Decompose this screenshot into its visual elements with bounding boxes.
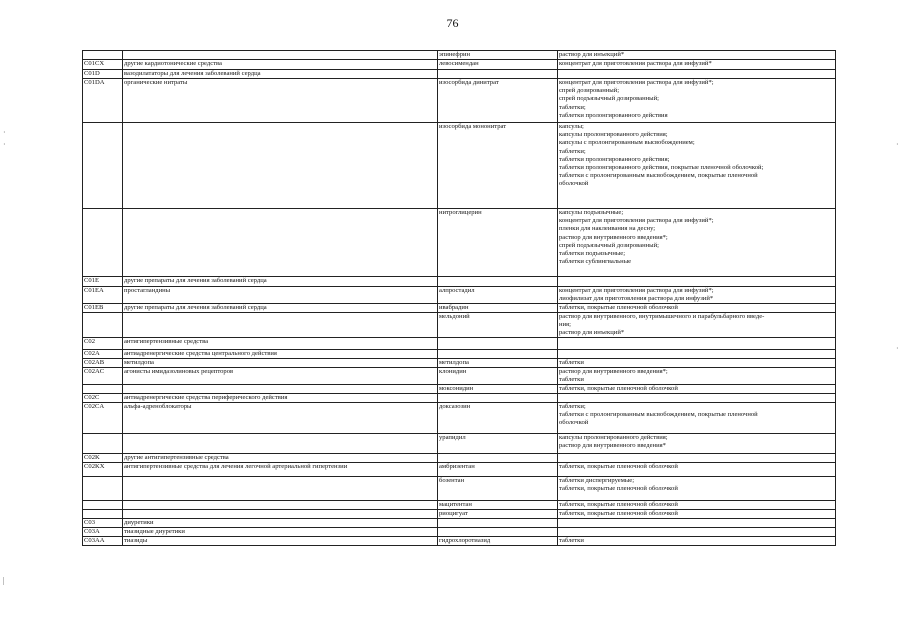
row-divider	[82, 122, 836, 123]
cell-group: агонисты имидазолиновых рецепторов	[124, 368, 234, 375]
cell-group: другие кардиотонические средства	[124, 60, 222, 67]
cell-form	[557, 394, 835, 402]
cell-code: C03AA	[84, 537, 105, 544]
row-divider	[82, 349, 836, 350]
cell-group: антиадренергические средства периферического действия	[124, 394, 288, 401]
cell-group: антиадренергические средства центрального действия	[124, 350, 277, 357]
cell-drug: гидрохлоротиазид	[439, 537, 491, 544]
cell-group: вазодилататоры для лечения заболеваний сердца	[124, 70, 261, 77]
cell-drug: риоцигуат	[439, 510, 468, 517]
cell-code: C03A	[84, 528, 100, 535]
cell-drug	[437, 519, 556, 527]
row-divider	[82, 337, 836, 338]
row-divider	[82, 358, 836, 359]
cell-code: C02CA	[84, 403, 105, 410]
cell-drug: метилдопа	[439, 359, 469, 366]
cell-drug: амбризентан	[439, 463, 475, 470]
row-divider	[82, 303, 836, 304]
cell-form	[557, 277, 835, 286]
cell-drug	[437, 70, 556, 78]
cell-code: C01CX	[84, 60, 105, 67]
cell-code	[82, 510, 121, 518]
cell-form: таблетки, покрытые пленочной оболочкой	[559, 501, 678, 508]
cell-form: капсулы; капсулы пролонгированного действия; капсулы с пролонгированным высвобождением; таблетки; таблетки пролонгированного действия; таблетки пролонгированного действия, покрытые пленочной оболочкой; таблетки с пролонгированным высвобождением, покрытые пленочной оболочкой	[559, 123, 764, 188]
cell-drug: доксазозин	[439, 403, 471, 410]
cell-code: C02KX	[84, 463, 105, 470]
cell-group: простагландины	[124, 287, 171, 294]
cell-form	[557, 519, 835, 527]
cell-form: раствор для внутривенного введения*; таблетки	[559, 368, 668, 384]
cell-drug: эпинефрин	[439, 51, 471, 58]
cell-drug	[437, 338, 556, 349]
cell-group	[122, 501, 436, 509]
row-divider	[82, 536, 836, 537]
row-divider	[82, 276, 836, 277]
cell-form: таблетки диспергируемые; таблетки, покрытые пленочной оболочкой	[559, 477, 678, 493]
cell-form: капсулы подъязычные; концентрат для приготовления раствора для инфузий*; пленки для наклеивания на десну; раствор для внутривенного введения*; спрей подъязычный дозированный; таблетки подъязычные; таблетки сублингвальные	[559, 209, 714, 266]
cell-group: альфа-адреноблокаторы	[124, 403, 192, 410]
cell-drug	[437, 394, 556, 402]
cell-drug: нитроглицерин	[439, 209, 482, 216]
row-divider	[82, 500, 836, 501]
cell-group	[122, 313, 436, 337]
cell-code: C02A	[84, 350, 100, 357]
cell-drug: левосимендан	[439, 60, 479, 67]
row-divider	[82, 527, 836, 528]
cell-code	[82, 434, 121, 453]
row-divider	[82, 509, 836, 510]
cell-group: антигипертензивные средства	[124, 338, 209, 345]
cell-drug	[437, 528, 556, 536]
cell-code	[82, 313, 121, 337]
cell-form	[557, 338, 835, 349]
cell-group	[122, 209, 436, 276]
cell-form: таблетки, покрытые пленочной оболочкой	[559, 304, 678, 311]
column-divider	[835, 50, 836, 545]
cell-form	[557, 528, 835, 536]
row-divider	[82, 462, 836, 463]
row-divider	[82, 433, 836, 434]
cell-drug	[437, 277, 556, 286]
row-divider	[82, 59, 836, 60]
cell-drug	[437, 454, 556, 462]
row-divider	[82, 78, 836, 79]
row-divider	[82, 476, 836, 477]
margin-mark: |	[3, 576, 5, 585]
row-divider	[82, 393, 836, 394]
cell-group: антигипертензивные средства для лечения легочной артериальной гипертензии	[124, 463, 348, 470]
cell-group	[122, 51, 436, 59]
cell-group: другие препараты для лечения заболеваний сердца	[124, 304, 267, 311]
cell-form: таблетки, покрытые пленочной оболочкой	[559, 385, 678, 392]
cell-group	[122, 510, 436, 518]
cell-drug: моксонидин	[439, 385, 474, 392]
cell-code: C02C	[84, 394, 100, 401]
cell-form: таблетки	[559, 359, 584, 366]
cell-code: C03	[84, 519, 95, 526]
cell-drug: изосорбида мононитрат	[439, 123, 507, 130]
row-divider	[82, 402, 836, 403]
row-divider	[82, 69, 836, 70]
row-divider	[82, 453, 836, 454]
cell-code	[82, 385, 121, 393]
cell-code: C02AB	[84, 359, 105, 366]
row-divider	[82, 518, 836, 519]
row-divider	[82, 384, 836, 385]
column-divider	[82, 50, 83, 545]
cell-group: метилдопа	[124, 359, 154, 366]
margin-mark: ·	[3, 140, 6, 149]
cell-form	[557, 70, 835, 78]
cell-group	[122, 385, 436, 393]
cell-group: другие антигипертензивные средства	[124, 454, 229, 461]
cell-form: таблетки; таблетки с пролонгированным высвобождением, покрытые пленочной оболочкой	[559, 403, 758, 427]
cell-group: диуретики	[124, 519, 154, 526]
cell-code: C02K	[84, 454, 100, 461]
cell-code	[82, 501, 121, 509]
cell-form	[557, 454, 835, 462]
cell-form: таблетки, покрытые пленочной оболочкой	[559, 510, 678, 517]
cell-code: C01EB	[84, 304, 104, 311]
cell-drug: мацитентан	[439, 501, 472, 508]
margin-mark: ·	[896, 344, 899, 353]
cell-form: раствор для внутривенного, внутримышечного и парабульбарного введе- ния; раствор для инъекций*	[559, 313, 765, 337]
cell-form: концентрат для приготовления раствора для инфузий*	[559, 60, 712, 67]
cell-form: таблетки	[559, 537, 584, 544]
page-number: 76	[446, 16, 459, 30]
row-divider	[82, 545, 836, 546]
cell-code: C01D	[84, 70, 100, 77]
cell-drug: мельдоний	[439, 313, 470, 320]
cell-drug: ивабрадин	[439, 304, 469, 311]
cell-form: концентрат для приготовления раствора для инфузий*; спрей дозированный; спрей подъязычный дозированный; таблетки; таблетки пролонгированного действия	[559, 79, 714, 119]
cell-code: C02AC	[84, 368, 105, 375]
row-divider	[82, 312, 836, 313]
cell-code: C01DA	[84, 79, 105, 86]
cell-group	[122, 434, 436, 453]
cell-group: тиазидные диуретики	[124, 528, 185, 535]
cell-code	[82, 477, 121, 500]
drug-table	[82, 50, 836, 595]
cell-drug: алпростадил	[439, 287, 475, 294]
cell-group: другие препараты для лечения заболеваний сердца	[124, 277, 267, 284]
row-divider	[82, 50, 836, 51]
row-divider	[82, 367, 836, 368]
cell-code: C01E	[84, 277, 100, 284]
cell-code	[82, 51, 121, 59]
column-divider	[122, 50, 123, 545]
cell-group	[122, 477, 436, 500]
cell-drug: клонидин	[439, 368, 467, 375]
cell-code	[82, 209, 121, 276]
margin-mark: ·	[896, 140, 899, 149]
row-divider	[82, 208, 836, 209]
margin-mark: ·	[3, 128, 6, 137]
cell-code: C01EA	[84, 287, 104, 294]
row-divider	[82, 286, 836, 287]
cell-group	[122, 123, 436, 208]
cell-form: раствор для инъекций*	[559, 51, 625, 58]
cell-drug: бозентан	[439, 477, 465, 484]
cell-form: таблетки, покрытые пленочной оболочкой	[559, 463, 678, 470]
cell-group: органические нитраты	[124, 79, 188, 86]
cell-form: капсулы пролонгированного действия; раствор для внутривенного введения*	[559, 434, 668, 450]
cell-group: тиазиды	[124, 537, 148, 544]
column-divider	[437, 50, 438, 545]
cell-code	[82, 123, 121, 208]
cell-drug: изосорбида динитрат	[439, 79, 499, 86]
cell-form: концентрат для приготовления раствора для инфузий*; лиофилизат для приготовления раствора для инфузий*	[559, 287, 714, 303]
cell-drug	[437, 350, 556, 358]
cell-form	[557, 350, 835, 358]
cell-code: C02	[84, 338, 95, 345]
cell-drug: урапидил	[439, 434, 466, 441]
column-divider	[557, 50, 558, 545]
